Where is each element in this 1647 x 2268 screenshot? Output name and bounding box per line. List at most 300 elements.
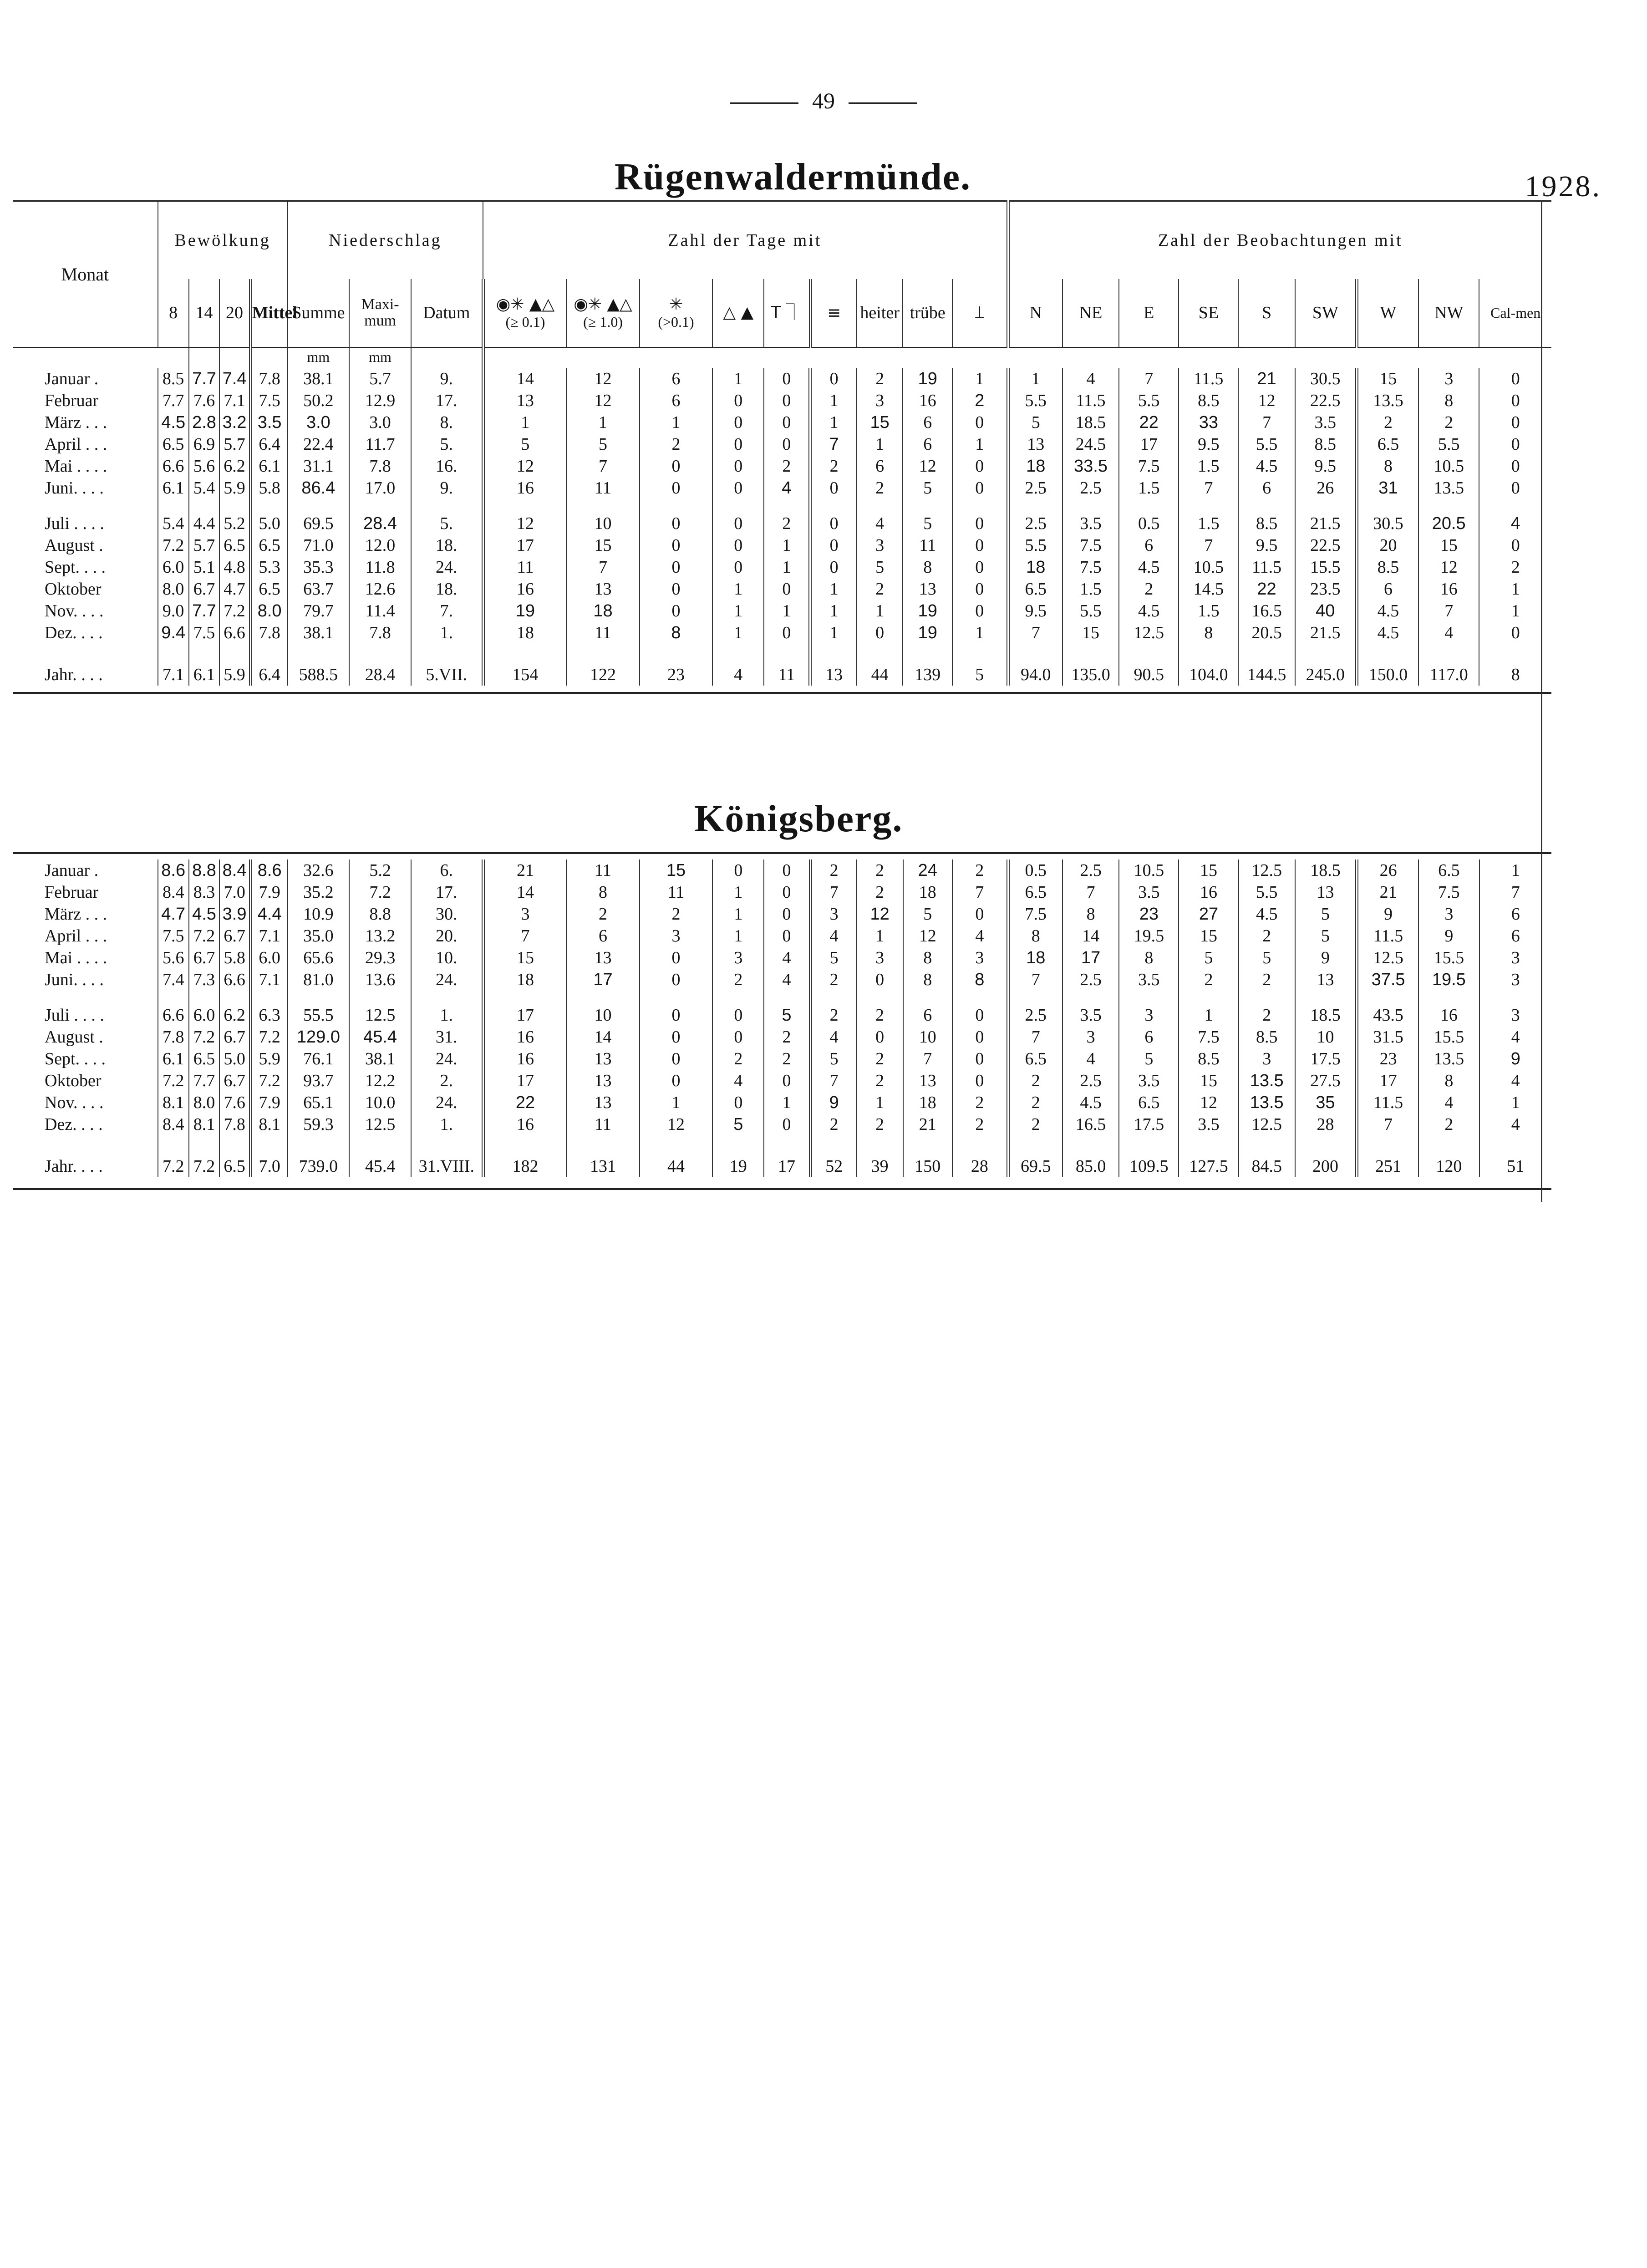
table-cell: 8.5 bbox=[1179, 390, 1238, 412]
table-cell: 1 bbox=[483, 412, 566, 433]
table-cell: 4.5 bbox=[1238, 455, 1295, 477]
table-cell: 0 bbox=[764, 903, 810, 925]
table-cell: 8.3 bbox=[189, 881, 220, 903]
table-cell: 69.5 bbox=[288, 513, 350, 534]
table-cell: 27 bbox=[1179, 903, 1238, 925]
table-cell: 2 bbox=[810, 969, 857, 991]
table-cell: 1 bbox=[566, 412, 640, 433]
table-cell: 2.5 bbox=[1008, 513, 1062, 534]
table-row bbox=[13, 947, 1551, 969]
table-cell: 14 bbox=[483, 368, 566, 390]
table-cell: 18 bbox=[1008, 556, 1062, 578]
table-cell: 2 bbox=[1239, 925, 1295, 947]
col-tage-schnee: ✳︎ (>0.1) bbox=[640, 279, 713, 347]
table-cell: 588.5 bbox=[288, 657, 350, 686]
table-cell: 0 bbox=[764, 390, 810, 412]
table-cell: 0 bbox=[712, 513, 764, 534]
table-cell: 5.7 bbox=[189, 534, 220, 556]
table-cell: 6.5 bbox=[158, 433, 189, 455]
table-cell: 7 bbox=[566, 556, 640, 578]
table-cell: 1 bbox=[1179, 1004, 1238, 1026]
table-cell: 8.0 bbox=[158, 578, 189, 600]
table-cell: 21 bbox=[1238, 368, 1295, 390]
table-cell: 139 bbox=[903, 657, 952, 686]
table-cell: 1 bbox=[952, 433, 1008, 455]
table-cell: 12.5 bbox=[1119, 622, 1179, 644]
table-cell: 10.5 bbox=[1418, 455, 1479, 477]
table-cell: 4 bbox=[810, 1026, 857, 1048]
month-label: August . bbox=[13, 534, 158, 556]
col-dir-w: W bbox=[1357, 279, 1418, 347]
table-cell: 6.0 bbox=[189, 1004, 220, 1026]
table-cell: 9 bbox=[1357, 903, 1419, 925]
table-cell: 24. bbox=[411, 556, 483, 578]
table-cell: 3 bbox=[857, 390, 903, 412]
table-cell: 2 bbox=[640, 903, 713, 925]
table-cell: 6.7 bbox=[219, 925, 250, 947]
table-cell: 5 bbox=[1008, 412, 1062, 433]
table-cell: 10 bbox=[1295, 1026, 1357, 1048]
table-cell: 0 bbox=[764, 1114, 810, 1135]
table-cell: 21.5 bbox=[1295, 513, 1357, 534]
table-cell: 2.5 bbox=[1008, 1004, 1062, 1026]
table-cell: 3 bbox=[483, 903, 566, 925]
table-row bbox=[13, 578, 1551, 600]
table-cell: 3.5 bbox=[250, 412, 287, 433]
table-cell: 38.1 bbox=[288, 622, 350, 644]
table-cell: 1 bbox=[764, 534, 810, 556]
month-label: Januar . bbox=[13, 368, 158, 390]
table-cell: 7 bbox=[1008, 622, 1062, 644]
table-cell: 0 bbox=[712, 859, 764, 881]
table-cell: 4 bbox=[1510, 514, 1520, 533]
table-cell: 4.5 bbox=[1119, 600, 1179, 622]
table-cell: 2 bbox=[952, 859, 1008, 881]
table-cell: 15 bbox=[1179, 859, 1238, 881]
table-cell: 1 bbox=[1008, 368, 1062, 390]
table-cell: 1.5 bbox=[1062, 578, 1119, 600]
table-cell: 8.1 bbox=[189, 1114, 220, 1135]
table-cell: 8.8 bbox=[189, 859, 220, 881]
table-cell: 7 bbox=[1119, 368, 1179, 390]
snow-icon: ✳︎ bbox=[669, 295, 683, 314]
table-cell: 7.2 bbox=[349, 881, 411, 903]
table-cell: 2 bbox=[810, 1004, 857, 1026]
table-cell: 22 bbox=[1119, 412, 1179, 433]
table-cell: 4 bbox=[764, 969, 810, 991]
table-cell: 21.5 bbox=[1295, 622, 1357, 644]
table-cell: 0 bbox=[952, 455, 1008, 477]
table-cell: 7.5 bbox=[1062, 534, 1119, 556]
table-cell: 23.5 bbox=[1295, 578, 1357, 600]
table-cell: 38.1 bbox=[288, 368, 350, 390]
table-cell: 5.6 bbox=[189, 455, 220, 477]
table-cell: 7.5 bbox=[1119, 455, 1179, 477]
table-cell: 7.7 bbox=[189, 1070, 220, 1092]
table-cell: 18. bbox=[411, 578, 483, 600]
table-cell: 6.6 bbox=[219, 622, 250, 644]
table-cell: 5.5 bbox=[1418, 433, 1479, 455]
table-cell: 5.8 bbox=[250, 477, 287, 499]
col-tage-ge-10: ◉✳︎ ▲△ (≥ 1.0) bbox=[566, 279, 640, 347]
table-cell: 15 bbox=[1179, 1070, 1238, 1092]
table-cell: 3 bbox=[1418, 368, 1479, 390]
table-cell: 13.5 bbox=[1357, 390, 1418, 412]
table-cell: 19 bbox=[712, 1149, 764, 1177]
col-dir-e: E bbox=[1119, 279, 1179, 347]
table-cell: 6.4 bbox=[250, 433, 287, 455]
table-cell: 16 bbox=[483, 477, 566, 499]
table-cell: 32.6 bbox=[288, 859, 350, 881]
table-cell: 6.1 bbox=[158, 477, 189, 499]
table-cell: 7 bbox=[1357, 1114, 1419, 1135]
table-cell: 4 bbox=[1418, 1092, 1479, 1114]
month-label: Dez. . . . bbox=[13, 622, 158, 644]
table-cell: 69.5 bbox=[1008, 1149, 1062, 1177]
table-cell: 11 bbox=[483, 556, 566, 578]
table-cell: 3.0 bbox=[288, 412, 350, 433]
table-cell: 6 bbox=[903, 1004, 953, 1026]
table-cell: 1 bbox=[810, 390, 857, 412]
month-label: Mai . . . . bbox=[13, 947, 158, 969]
table-cell: 12 bbox=[566, 390, 640, 412]
table-cell: 0 bbox=[712, 556, 764, 578]
table-cell: 7.2 bbox=[189, 925, 220, 947]
table-cell: 10 bbox=[566, 1004, 640, 1026]
table-cell: 13 bbox=[903, 578, 952, 600]
table-cell: 45.4 bbox=[349, 1149, 411, 1177]
table-cell: 0.5 bbox=[1119, 513, 1179, 534]
table-cell: 93.7 bbox=[288, 1070, 350, 1092]
table-cell: 43.5 bbox=[1357, 1004, 1419, 1026]
col-tage-hagel bbox=[712, 279, 764, 347]
table-cell: 5.2 bbox=[349, 859, 411, 881]
table-cell: 6.1 bbox=[250, 455, 287, 477]
table-cell: 0 bbox=[712, 1026, 764, 1048]
table-cell: 1 bbox=[810, 622, 857, 644]
table-cell: 5.2 bbox=[219, 513, 250, 534]
table-cell: 200 bbox=[1295, 1149, 1357, 1177]
table-cell: 6.0 bbox=[158, 556, 189, 578]
month-label: Nov. . . . bbox=[13, 1092, 158, 1114]
table-row bbox=[13, 513, 1551, 534]
table-cell: 8.5 bbox=[158, 368, 189, 390]
table-cell: 0 bbox=[640, 455, 713, 477]
table-cell: 8.1 bbox=[250, 1114, 287, 1135]
table-cell: 7.6 bbox=[219, 1092, 250, 1114]
table-cell: 4.8 bbox=[219, 556, 250, 578]
table-cell: 2 bbox=[857, 1004, 903, 1026]
table-cell: 7. bbox=[411, 600, 483, 622]
table-cell: 13 bbox=[810, 657, 857, 686]
table-cell: 0 bbox=[712, 412, 764, 433]
table-cell: 17 bbox=[483, 1004, 566, 1026]
table-cell: 12 bbox=[857, 903, 903, 925]
month-label: Juni. . . . bbox=[13, 477, 158, 499]
col-truebe: trübe bbox=[903, 279, 952, 347]
table-cell: 129.0 bbox=[288, 1026, 350, 1048]
table-cell: 0 bbox=[952, 556, 1008, 578]
table-cell: 2 bbox=[810, 1114, 857, 1135]
table-cell: 44 bbox=[857, 657, 903, 686]
table-cell: 76.1 bbox=[288, 1048, 350, 1070]
table-cell: 5 bbox=[810, 947, 857, 969]
table-cell: 0 bbox=[764, 622, 810, 644]
table-cell: 1 bbox=[712, 622, 764, 644]
col-dir-se: SE bbox=[1179, 279, 1238, 347]
col-dir-n: N bbox=[1008, 279, 1062, 347]
table-cell: 44 bbox=[640, 1149, 713, 1177]
col-dir-s: S bbox=[1238, 279, 1295, 347]
table-cell: 8.1 bbox=[158, 1092, 189, 1114]
fog-icon: ≡ bbox=[827, 304, 841, 323]
table-cell: 39 bbox=[857, 1149, 903, 1177]
table-cell: 5.3 bbox=[250, 556, 287, 578]
table-cell: 17 bbox=[483, 1070, 566, 1092]
table-cell: 6.3 bbox=[250, 1004, 287, 1026]
table-cell: 7.2 bbox=[250, 1070, 287, 1092]
table-cell: 7.5 bbox=[189, 622, 220, 644]
table-cell: 8.4 bbox=[219, 859, 250, 881]
table-cell: 22 bbox=[1238, 578, 1295, 600]
table-cell: 2 bbox=[810, 859, 857, 881]
table-cell: 6.6 bbox=[219, 969, 250, 991]
table-cell: 2 bbox=[1239, 969, 1295, 991]
table-cell: 5 bbox=[764, 1004, 810, 1026]
table-cell: 40 bbox=[1295, 600, 1357, 622]
table-cell: 8 bbox=[1418, 1070, 1479, 1092]
table-cell: 59.3 bbox=[288, 1114, 350, 1135]
table-cell: 3 bbox=[1119, 1004, 1179, 1026]
group-bewoelkung: Bewölkung bbox=[158, 201, 288, 280]
table-cell: 13 bbox=[1008, 433, 1062, 455]
table-cell: 12.5 bbox=[349, 1114, 411, 1135]
table-cell: 8 bbox=[903, 556, 952, 578]
table-cell: 7.5 bbox=[250, 390, 287, 412]
table-cell: 0 bbox=[952, 412, 1008, 433]
table-cell: 7.1 bbox=[219, 390, 250, 412]
table-cell: 1. bbox=[411, 1114, 483, 1135]
table-cell: 86.4 bbox=[288, 477, 350, 499]
table-cell: 30.5 bbox=[1295, 368, 1357, 390]
table-cell: 8 bbox=[1511, 665, 1520, 684]
table-cell: 6 bbox=[1511, 926, 1520, 946]
table-cell: 14.5 bbox=[1179, 578, 1238, 600]
table-cell: 3 bbox=[1511, 970, 1520, 989]
table-cell: 5 bbox=[903, 477, 952, 499]
table-cell: 6 bbox=[903, 412, 952, 433]
table-cell: 18.5 bbox=[1295, 859, 1357, 881]
table-cell: 3 bbox=[857, 947, 903, 969]
table-row bbox=[13, 390, 1551, 412]
table-cell: 0 bbox=[952, 1026, 1008, 1048]
table-row bbox=[13, 1026, 1551, 1048]
table-row bbox=[13, 534, 1551, 556]
table-cell: 0 bbox=[810, 513, 857, 534]
station-table-1 bbox=[13, 346, 1551, 686]
table-cell: 18 bbox=[483, 969, 566, 991]
col-datum: Datum bbox=[411, 279, 483, 347]
table-cell: 11 bbox=[903, 534, 952, 556]
table-cell: 2 bbox=[764, 1048, 810, 1070]
table-cell: 3.2 bbox=[219, 412, 250, 433]
table-cell: 3 bbox=[1511, 948, 1520, 967]
table-cell: 7.8 bbox=[250, 368, 287, 390]
table-cell: 31. bbox=[411, 1026, 483, 1048]
table-cell: 6.9 bbox=[189, 433, 220, 455]
table-cell: 12 bbox=[1418, 556, 1479, 578]
table-cell: 0 bbox=[1511, 457, 1520, 476]
table-cell: 11.5 bbox=[1062, 390, 1119, 412]
table-cell: 18.5 bbox=[1295, 1004, 1357, 1026]
table-cell: 6 bbox=[857, 455, 903, 477]
table-cell: 2 bbox=[640, 433, 713, 455]
table-cell: 6 bbox=[1119, 534, 1179, 556]
table-cell: 135.0 bbox=[1062, 657, 1119, 686]
table-cell: 17.0 bbox=[349, 477, 411, 499]
table-cell: 79.7 bbox=[288, 600, 350, 622]
table-cell: 0 bbox=[764, 1070, 810, 1092]
table-cell: 17 bbox=[483, 534, 566, 556]
table-cell: 4.7 bbox=[158, 903, 189, 925]
table-cell: 13.5 bbox=[1239, 1092, 1295, 1114]
table-row bbox=[13, 859, 1551, 881]
table-cell: 8 bbox=[1179, 622, 1238, 644]
table-cell: 11 bbox=[566, 1114, 640, 1135]
table-cell: 0 bbox=[712, 390, 764, 412]
table-cell: 1.5 bbox=[1179, 455, 1238, 477]
table-cell: 14 bbox=[483, 881, 566, 903]
table-cell: 1 bbox=[712, 368, 764, 390]
table-cell: 8.6 bbox=[158, 859, 189, 881]
table-cell: 35.2 bbox=[288, 881, 350, 903]
table-cell: 6.5 bbox=[1008, 1048, 1062, 1070]
table-cell: 9 bbox=[810, 1092, 857, 1114]
table-cell: 6.1 bbox=[158, 1048, 189, 1070]
table-cell: 182 bbox=[483, 1149, 566, 1177]
table-cell: 30. bbox=[411, 903, 483, 925]
table-cell: 0 bbox=[640, 600, 713, 622]
table-cell: 7.8 bbox=[349, 455, 411, 477]
col-tage-nebel bbox=[810, 279, 857, 347]
table-cell: 8 bbox=[903, 969, 953, 991]
table-cell: 0 bbox=[810, 534, 857, 556]
table-cell: 4 bbox=[764, 947, 810, 969]
table-cell: 12.5 bbox=[1239, 859, 1295, 881]
table-cell: 13 bbox=[566, 947, 640, 969]
table-cell: 8 bbox=[903, 947, 953, 969]
table-cell: 12.2 bbox=[349, 1070, 411, 1092]
unit-maximum: mm bbox=[349, 346, 411, 368]
table-cell: 5 bbox=[566, 433, 640, 455]
table-cell: 122 bbox=[566, 657, 640, 686]
table-cell: 0 bbox=[952, 578, 1008, 600]
table-cell: 4.5 bbox=[1239, 903, 1295, 925]
table-cell: 3 bbox=[1418, 903, 1479, 925]
table-cell: 17 bbox=[1357, 1070, 1419, 1092]
table-cell: 1 bbox=[712, 925, 764, 947]
table-cell: 6 bbox=[1357, 578, 1418, 600]
table-cell: 27.5 bbox=[1295, 1070, 1357, 1092]
table-cell: 18 bbox=[903, 1092, 953, 1114]
table-cell: 19 bbox=[903, 622, 952, 644]
table-cell: 9.5 bbox=[1295, 455, 1357, 477]
col-maximum: Maxi-mum bbox=[349, 279, 411, 347]
table-cell: 3 bbox=[1511, 1006, 1520, 1025]
station-title-1: Rügenwaldermünde. bbox=[615, 156, 971, 198]
table-cell: 22.5 bbox=[1295, 534, 1357, 556]
thunderstorm-icon: T ⏋ bbox=[771, 303, 803, 322]
table-cell: 8 bbox=[1008, 925, 1062, 947]
table-cell: 22.5 bbox=[1295, 390, 1357, 412]
table-cell: 5.9 bbox=[219, 657, 250, 686]
month-label: Juni. . . . bbox=[13, 969, 158, 991]
table-cell: 6.5 bbox=[1418, 859, 1479, 881]
table-cell: 1 bbox=[712, 600, 764, 622]
table-cell: 3 bbox=[1239, 1048, 1295, 1070]
table-cell: 109.5 bbox=[1119, 1149, 1179, 1177]
table-cell: 24. bbox=[411, 1048, 483, 1070]
table-cell: 8 bbox=[1357, 455, 1418, 477]
table-cell: 15.5 bbox=[1418, 1026, 1479, 1048]
table-cell: 5.7 bbox=[219, 433, 250, 455]
table-cell: 16 bbox=[483, 1114, 566, 1135]
table-cell: 5.5 bbox=[1239, 881, 1295, 903]
table-cell: 12.5 bbox=[1357, 947, 1419, 969]
table-cell: 16 bbox=[483, 578, 566, 600]
table-cell: 0 bbox=[1511, 391, 1520, 410]
table-cell: 0 bbox=[764, 578, 810, 600]
group-beobachtungen-mit: Zahl der Beobachtungen mit bbox=[1158, 231, 1403, 250]
table-cell: 30.5 bbox=[1357, 513, 1418, 534]
table-cell: 4 bbox=[764, 477, 810, 499]
table-cell: 6 bbox=[566, 925, 640, 947]
table-cell: 0 bbox=[952, 600, 1008, 622]
table-cell: 3.5 bbox=[1179, 1114, 1238, 1135]
table-cell: 7 bbox=[1179, 477, 1238, 499]
table-cell: 0 bbox=[764, 859, 810, 881]
table-cell: 5. bbox=[411, 433, 483, 455]
table-cell: 13.5 bbox=[1418, 1048, 1479, 1070]
table-cell: 7.8 bbox=[219, 1114, 250, 1135]
hail-icon: △ ▲ bbox=[723, 303, 754, 322]
table-cell: 16 bbox=[483, 1048, 566, 1070]
table-cell: 5.5 bbox=[1008, 390, 1062, 412]
table-cell: 7.7 bbox=[158, 390, 189, 412]
table-cell: 2 bbox=[566, 903, 640, 925]
table-cell: 2 bbox=[764, 1026, 810, 1048]
table-cell: 6.1 bbox=[189, 657, 220, 686]
table-cell: 6 bbox=[903, 433, 952, 455]
table-cell: 7.2 bbox=[189, 1026, 220, 1048]
col-monat: Monat bbox=[13, 201, 158, 348]
table-cell: 6.5 bbox=[1008, 578, 1062, 600]
table-cell: 0 bbox=[857, 969, 903, 991]
table-cell: 13 bbox=[1295, 881, 1357, 903]
col-b20: 20 bbox=[219, 279, 250, 347]
table-row bbox=[13, 1149, 1551, 1177]
col-dir-nw: NW bbox=[1418, 279, 1479, 347]
table-cell: 2 bbox=[857, 368, 903, 390]
table-cell: 13.5 bbox=[1418, 477, 1479, 499]
table-cell: 16 bbox=[1418, 578, 1479, 600]
table-row bbox=[13, 881, 1551, 903]
table-cell: 13 bbox=[566, 1048, 640, 1070]
table-row bbox=[13, 412, 1551, 433]
table-cell: 81.0 bbox=[288, 969, 350, 991]
table-cell: 1 bbox=[640, 1092, 713, 1114]
month-label: Oktober bbox=[13, 1070, 158, 1092]
